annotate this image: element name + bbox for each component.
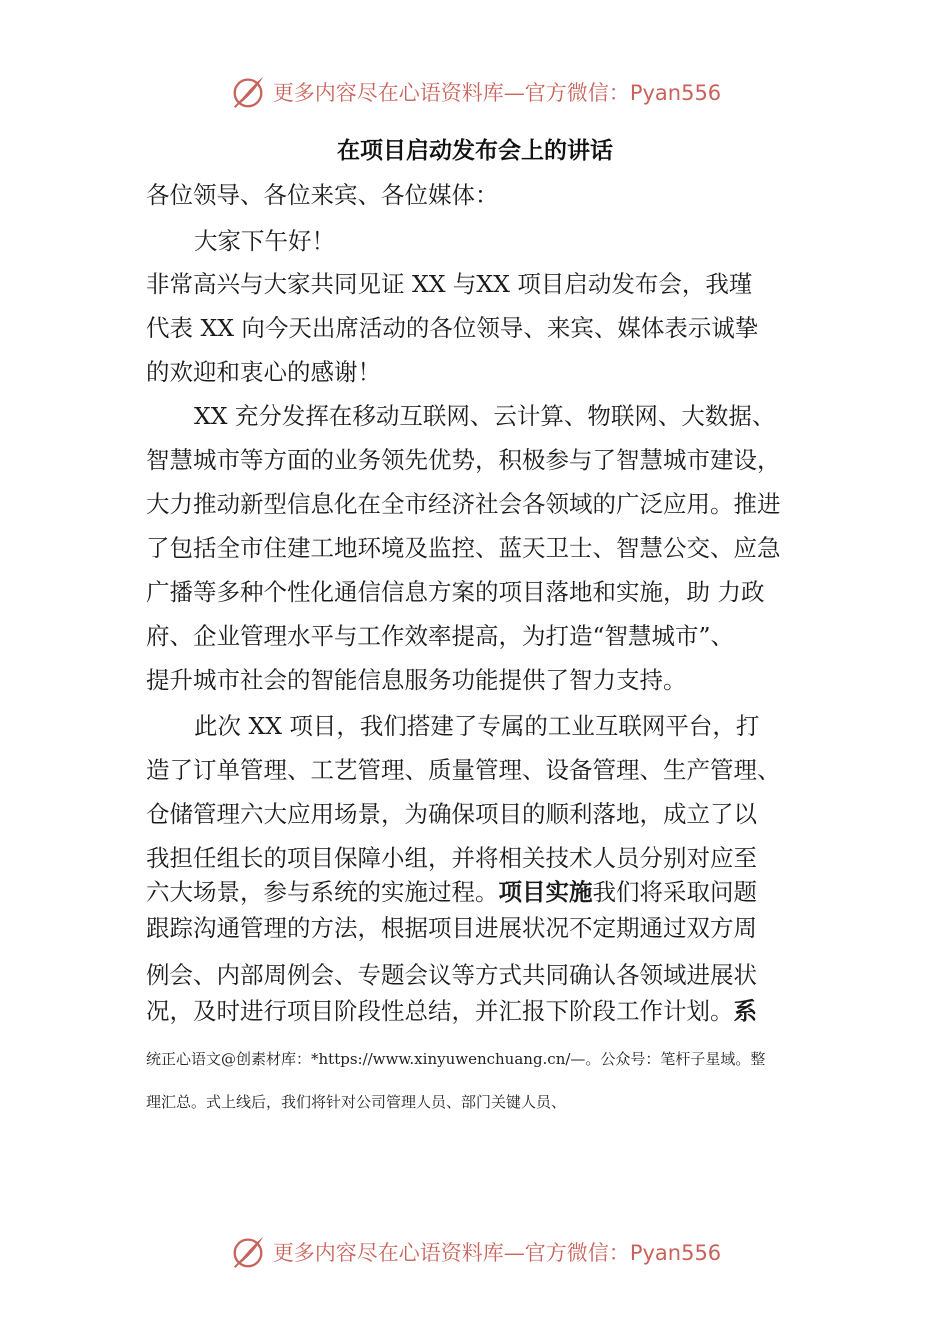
body-line: 例会、内部周例会、专题会议等方式共同确认各领域进展状 <box>146 961 757 989</box>
banner-wechat: Pyan556 <box>629 81 722 105</box>
document-title: 在项目启动发布会上的讲话 <box>337 138 613 164</box>
body-line: 仓储管理六大应用场景，为确保项目的顺利落地，成立了以 <box>146 800 757 828</box>
greeting-line: 大家下午好！ <box>194 227 335 255</box>
body-line: 广播等多种个性化通信信息方案的项目落地和实施，助 力政 <box>146 578 765 606</box>
feather-pen-logo-icon <box>229 1233 267 1271</box>
body-line: 我担任组长的项目保障小组，并将相关技术人员分别对应至 <box>146 844 757 872</box>
body-line: 智慧城市等方面的业务领先优势，积极参与了智慧城市建设， <box>146 446 781 474</box>
body-line: XX 充分发挥在移动互联网、云计算、物联网、大数据、 <box>194 402 776 430</box>
body-line: 跟踪沟通管理的方法，根据项目进展状况不定期通过双方周 <box>146 914 757 942</box>
feather-pen-logo-icon <box>229 73 267 111</box>
small-text-line: 理汇总。式上线后，我们将针对公司管理人员、部门关键人员、 <box>146 1093 567 1111</box>
body-line: 况，及时进行项目阶段性总结，并汇报下阶段工作计划。系 <box>146 997 757 1025</box>
salutation-line: 各位领导、各位来宾、各位媒体： <box>146 181 499 209</box>
body-line: 提升城市社会的智能信息服务功能提供了智力支持。 <box>146 666 687 694</box>
banner-text: 更多内容尽在心语资料库—官方微信：Pyan556 <box>272 1241 722 1265</box>
banner-text: 更多内容尽在心语资料库—官方微信：Pyan556 <box>272 81 722 105</box>
body-line: 大力推动新型信息化在全市经济社会各领域的广泛应用。推进 <box>146 490 781 518</box>
body-line: 府、企业管理水平与工作效率提高，为打造“智慧城市”、 <box>146 622 735 650</box>
body-line: 的欢迎和衷心的感谢！ <box>146 358 381 386</box>
bottom-banner <box>0 1230 950 1274</box>
body-line: 造了订单管理、工艺管理、质量管理、设备管理、生产管理、 <box>146 756 781 784</box>
body-line: 代表 XX 向今天出席活动的各位领导、来宾、媒体表示诚挚 <box>146 314 759 342</box>
bold-phrase: 系 <box>733 997 757 1025</box>
bold-phrase: 项目实施 <box>498 878 593 906</box>
top-banner <box>0 70 950 114</box>
body-line: 非常高兴与大家共同见证 XX 与XX 项目启动发布会，我瑾 <box>146 270 753 298</box>
small-text-line: 统正心语文@创素材库：*https://www.xinyuwenchuang.cn/—。公众号：笔杆子星域。整 <box>146 1050 766 1068</box>
body-line: 此次 XX 项目，我们搭建了专属的工业互联网平台，打 <box>194 712 760 740</box>
banner-wechat: Pyan556 <box>629 1241 722 1265</box>
body-line: 了包括全市住建工地环境及监控、蓝天卫士、智慧公交、应急 <box>146 534 781 562</box>
body-line: 六大场景，参与系统的实施过程。项目实施我们将采取问题 <box>146 878 757 906</box>
